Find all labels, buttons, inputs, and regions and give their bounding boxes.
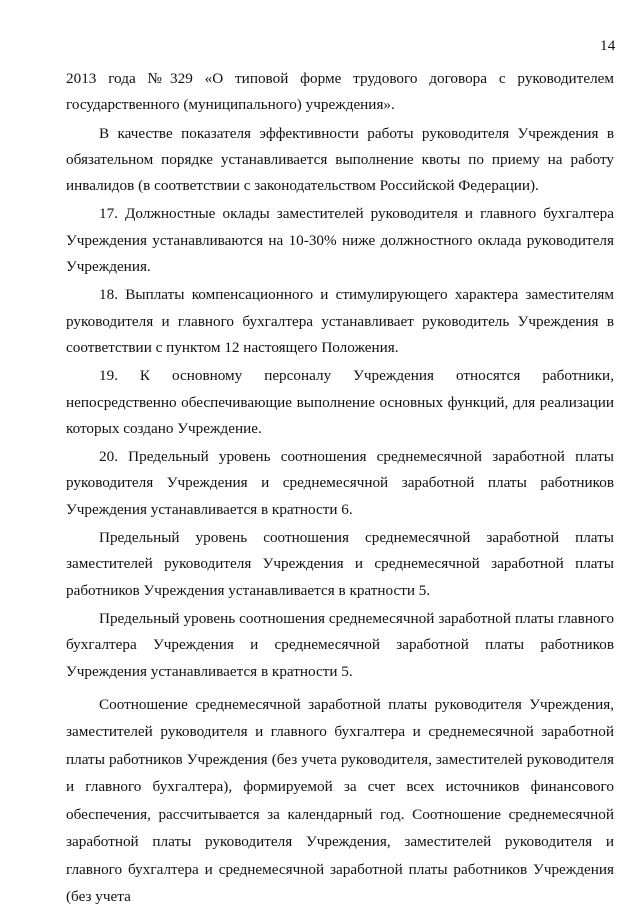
paragraph-18: 18. Выплаты компенсационного и стимулирующего характера заместителям руководителя и главного бухгалтера устанавливает руководитель Учреждения в соответствии с пунктом 12 настоящего Положения. (66, 286, 614, 356)
paragraph-17: 17. Должностные оклады заместителей руководителя и главного бухгалтера Учреждения устанавливаются на 10-30% ниже должностного оклада руководителя Учреждения. (66, 205, 614, 276)
paragraph-20: 20. Предельный уровень соотношения среднемесячной заработной платы руководителя Учреждения и среднемесячной заработной платы работников Учреждения устанавливается в кратности 6. (66, 448, 614, 518)
page-number: 14 (600, 38, 616, 54)
paragraph-19: 19. К основному персоналу Учреждения относятся работники, непосредственно обеспечивающие выполнение основных функций, для реализации которых создано Учреждение. (66, 367, 614, 437)
paragraph-chief-accountant-ratio: Предельный уровень соотношения среднемесячной заработной платы главного бухгалтера Учреждения и среднемесячной заработной платы работников Учреждения устанавливается в кратности 5. (66, 609, 614, 680)
document-body (66, 66, 614, 913)
paragraph-deputies-ratio: Предельный уровень соотношения среднемесячной заработной платы заместителей руководителя Учреждения и среднемесячной заработной платы работников Учреждения устанавливается в кратности 5. (66, 529, 614, 599)
paragraph-intro-continuation: 2013 года №329 «О типовой форме трудового договора с руководителем государственного (муниципального) учреждения». (66, 70, 614, 114)
paragraph-efficiency-indicator: В качестве показателя эффективности работы руководителя Учреждения в обязательном порядке устанавливается выполнение квоты по приему на работу инвалидов (в соответствии с законодательством Российской Федерации). (66, 124, 614, 195)
paragraph-ratio-calculation: Соотношение среднемесячной заработной платы руководителя Учреждения, заместителей руководителя и главного бухгалтера и среднемесячной заработной платы работников Учреждения (без учета руководителя, заместителей руководителя и главного бухгалтера), формируемой за счет всех источников финансового обеспечения, рассчитывается за календарный год. Соотношение среднемесячной заработной платы руководителя Учреждения, заместителей руководителя и главного бухгалтера и среднемесячной заработной платы работников Учреждения (без учета (66, 695, 614, 906)
